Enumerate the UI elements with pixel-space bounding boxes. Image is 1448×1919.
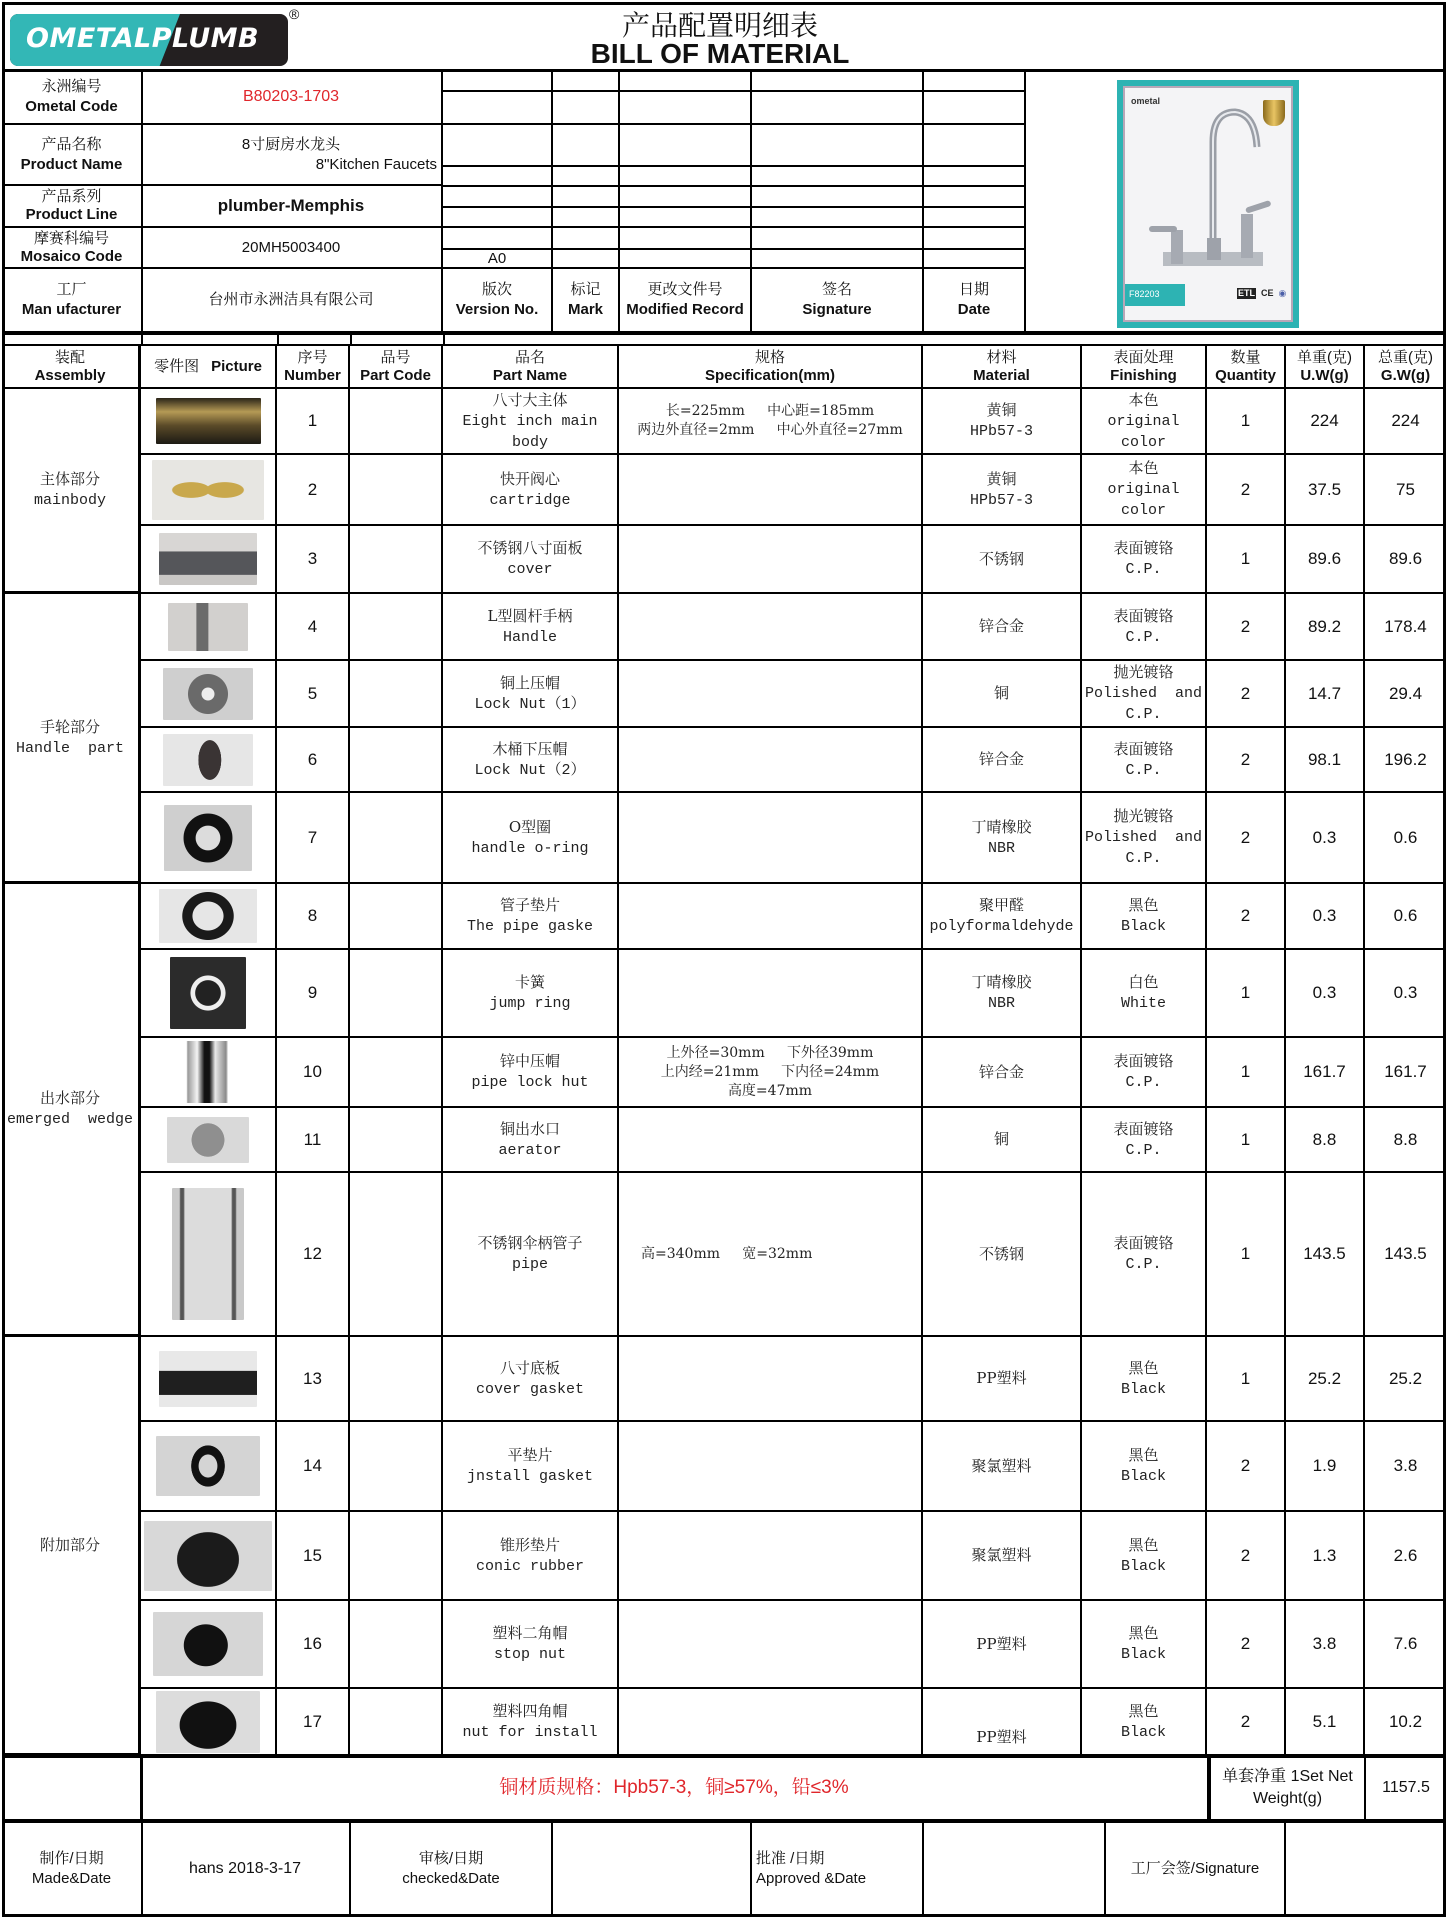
part-unit-weight: 3.8 [1286, 1601, 1365, 1689]
net-weight-value: 1157.5 [1366, 1756, 1446, 1821]
part-code [350, 389, 443, 455]
part-number: 1 [277, 389, 350, 455]
part-name: 铜上压帽 Lock Nut（1） [443, 661, 619, 728]
faucet-illustration [1145, 102, 1275, 292]
part-quantity: 2 [1207, 1422, 1286, 1512]
copper-spec-note: 铜材质规格：Hpb57-3，铜≥57%，铅≤3% [141, 1756, 1209, 1821]
part-unit-weight: 5.1 [1286, 1689, 1365, 1756]
part-finishing: 白色 White [1082, 950, 1207, 1038]
part-code [350, 950, 443, 1038]
part-picture [141, 1512, 277, 1601]
part-gross-weight: 0.3 [1365, 950, 1446, 1038]
o-ring-photo [164, 805, 252, 871]
part-name: 管子垫片 The pipe gaske [443, 884, 619, 950]
part-material: 聚氯塑料 [923, 1512, 1082, 1601]
part-code [350, 455, 443, 526]
part-name-header: 品名 Part Name [443, 346, 619, 389]
part-name: 不锈钢伞柄管子 pipe [443, 1173, 619, 1337]
part-picture [141, 389, 277, 455]
part-code-header: 品号 Part Code [350, 346, 443, 389]
mosaico-code-value: 20MH5003400 [141, 228, 443, 269]
part-finishing: 表面镀铬 C.P. [1082, 1173, 1207, 1337]
factory-signature-value[interactable] [1286, 1823, 1446, 1917]
part-material: PP塑料 [923, 1601, 1082, 1689]
part-name: 卡簧 jump ring [443, 950, 619, 1038]
stop-nut-photo [153, 1612, 263, 1676]
part-name: 铜出水口 aerator [443, 1108, 619, 1173]
flat-gasket-photo [156, 1436, 260, 1496]
part-material: 铜 [923, 1108, 1082, 1173]
part-name: 平垫片 jnstall gasket [443, 1422, 619, 1512]
steel-plate-photo [159, 533, 257, 585]
picture-header: 零件图 Picture [141, 346, 277, 389]
part-name: 快开阀心 cartridge [443, 455, 619, 526]
checked-date-value[interactable] [553, 1823, 752, 1917]
date-header: 日期 Date [924, 269, 1026, 333]
signature-header: 签名 Signature [752, 269, 924, 333]
part-material: 丁晴橡胶 NBR [923, 950, 1082, 1038]
registered-mark: ® [289, 6, 300, 22]
part-quantity: 2 [1207, 1689, 1286, 1756]
part-quantity: 2 [1207, 728, 1286, 793]
product-line-value: plumber-Memphis [141, 186, 443, 228]
etl-mark-icon: ETL [1238, 288, 1255, 298]
part-picture [141, 1422, 277, 1512]
part-unit-weight: 0.3 [1286, 793, 1365, 884]
part-material: 不锈钢 [923, 526, 1082, 594]
part-material: 锌合金 [923, 728, 1082, 793]
part-gross-weight: 0.6 [1365, 884, 1446, 950]
number-header: 序号 Number [277, 346, 350, 389]
part-finishing: 黑色 Black [1082, 1689, 1207, 1756]
part-number: 6 [277, 728, 350, 793]
part-gross-weight: 196.2 [1365, 728, 1446, 793]
part-material: 锌合金 [923, 594, 1082, 661]
part-gross-weight: 89.6 [1365, 526, 1446, 594]
wras-mark-icon: ◉ [1278, 288, 1287, 298]
part-specification [619, 1422, 923, 1512]
lock-hut-photo [172, 1041, 244, 1103]
mosaico-code-label: 摩赛科编号 Mosaico Code [2, 228, 143, 269]
part-material: 黄铜 HPb57-3 [923, 389, 1082, 455]
brass-body-photo [156, 398, 261, 444]
part-finishing: 黑色 Black [1082, 884, 1207, 950]
part-specification: 长=225mm 中心距=185mm 两边外直径=2mm 中心外直径=27mm [619, 389, 923, 455]
part-code [350, 1422, 443, 1512]
product-name-value: 8寸厨房水龙头 8"Kitchen Faucets [141, 125, 443, 186]
unit-weight-header: 单重(克) U.W(g) [1286, 346, 1365, 389]
part-finishing: 表面镀铬 C.P. [1082, 594, 1207, 661]
part-specification [619, 594, 923, 661]
product-brand-text: ometal [1131, 96, 1161, 106]
part-finishing: 黑色 Black [1082, 1337, 1207, 1422]
part-quantity: 1 [1207, 389, 1286, 455]
part-specification: 高=340mm 宽=32mm [619, 1173, 923, 1337]
part-code [350, 793, 443, 884]
part-number: 16 [277, 1601, 350, 1689]
part-material: 聚氯塑料 [923, 1422, 1082, 1512]
part-finishing: 抛光镀铬 Polished and C.P. [1082, 793, 1207, 884]
part-quantity: 2 [1207, 1512, 1286, 1601]
part-picture [141, 455, 277, 526]
part-code [350, 1173, 443, 1337]
part-unit-weight: 161.7 [1286, 1038, 1365, 1108]
part-quantity: 1 [1207, 950, 1286, 1038]
part-quantity: 1 [1207, 1337, 1286, 1422]
part-finishing: 抛光镀铬 Polished and C.P. [1082, 661, 1207, 728]
net-weight-label: 单套净重 1Set Net Weight(g) [1209, 1756, 1366, 1821]
part-specification [619, 1337, 923, 1422]
made-date-value[interactable]: hans 2018-3-17 [141, 1823, 351, 1917]
modified-record-header: 更改文件号 Modified Record [620, 269, 752, 333]
part-picture [141, 1038, 277, 1108]
part-picture [141, 526, 277, 594]
part-unit-weight: 0.3 [1286, 884, 1365, 950]
part-finishing: 表面镀铬 C.P. [1082, 1108, 1207, 1173]
manufacturer-value: 台州市永洲洁具有限公司 [141, 269, 443, 333]
approved-date-value[interactable] [924, 1823, 1106, 1917]
part-unit-weight: 1.3 [1286, 1512, 1365, 1601]
part-number: 11 [277, 1108, 350, 1173]
part-name: L型圆杆手柄 Handle [443, 594, 619, 661]
mark-header: 标记 Mark [553, 269, 620, 333]
part-code [350, 594, 443, 661]
part-number: 10 [277, 1038, 350, 1108]
part-code [350, 1038, 443, 1108]
assembly-group: 附加部分 [2, 1337, 141, 1756]
part-specification [619, 661, 923, 728]
part-material: 锌合金 [923, 1038, 1082, 1108]
handle-photo [168, 603, 248, 651]
part-picture [141, 1689, 277, 1756]
part-picture [141, 594, 277, 661]
part-name: 塑料四角帽 nut for install [443, 1689, 619, 1756]
part-code [350, 728, 443, 793]
checked-date-label: 审核/日期 checked&Date [351, 1823, 553, 1917]
part-material: PP塑料 [923, 1337, 1082, 1422]
part-gross-weight: 29.4 [1365, 661, 1446, 728]
part-gross-weight: 7.6 [1365, 1601, 1446, 1689]
part-finishing: 表面镀铬 C.P. [1082, 1038, 1207, 1108]
part-gross-weight: 2.6 [1365, 1512, 1446, 1601]
part-picture [141, 1337, 277, 1422]
part-number: 15 [277, 1512, 350, 1601]
part-material: 丁晴橡胶 NBR [923, 793, 1082, 884]
ometal-code-value: B80203-1703 [141, 71, 443, 125]
part-specification [619, 1512, 923, 1601]
part-gross-weight: 75 [1365, 455, 1446, 526]
part-material: 黄铜 HPb57-3 [923, 455, 1082, 526]
summary-blank [2, 1756, 143, 1821]
part-picture [141, 661, 277, 728]
part-quantity: 1 [1207, 1038, 1286, 1108]
product-image [1117, 80, 1299, 328]
part-number: 4 [277, 594, 350, 661]
specification-header: 规格 Specification(mm) [619, 346, 923, 389]
part-specification: 上外径=30mm 下外径39mm 上内经=21mm 下内径=24mm 高度=47mm [619, 1038, 923, 1108]
part-unit-weight: 224 [1286, 389, 1365, 455]
part-gross-weight: 0.6 [1365, 793, 1446, 884]
part-finishing: 表面镀铬 C.P. [1082, 728, 1207, 793]
part-gross-weight: 25.2 [1365, 1337, 1446, 1422]
part-unit-weight: 1.9 [1286, 1422, 1365, 1512]
part-finishing: 表面镀铬 C.P. [1082, 526, 1207, 594]
part-finishing: 黑色 Black [1082, 1512, 1207, 1601]
part-finishing: 本色 original color [1082, 455, 1207, 526]
part-quantity: 2 [1207, 455, 1286, 526]
part-code [350, 1337, 443, 1422]
part-material: PP塑料 [923, 1689, 1082, 1756]
part-unit-weight: 25.2 [1286, 1337, 1365, 1422]
factory-signature-label: 工厂会签/Signature [1106, 1823, 1286, 1917]
lock-nut-photo [163, 668, 253, 720]
part-unit-weight: 98.1 [1286, 728, 1365, 793]
part-name: 塑料二角帽 stop nut [443, 1601, 619, 1689]
part-specification [619, 1108, 923, 1173]
part-picture [141, 1173, 277, 1337]
part-quantity: 2 [1207, 884, 1286, 950]
part-number: 8 [277, 884, 350, 950]
gross-weight-header: 总重(克) G.W(g) [1365, 346, 1446, 389]
spout-pipe-photo [172, 1188, 244, 1320]
part-number: 3 [277, 526, 350, 594]
assembly-group: 主体部分 mainbody [2, 389, 141, 594]
part-gross-weight: 161.7 [1365, 1038, 1446, 1108]
part-code [350, 526, 443, 594]
brass-cartridge-photo [152, 460, 264, 520]
quantity-header: 数量 Quantity [1207, 346, 1286, 389]
part-gross-weight: 3.8 [1365, 1422, 1446, 1512]
part-number: 14 [277, 1422, 350, 1512]
part-quantity: 1 [1207, 1108, 1286, 1173]
part-quantity: 2 [1207, 793, 1286, 884]
part-finishing: 黑色 Black [1082, 1422, 1207, 1512]
part-code [350, 661, 443, 728]
part-specification [619, 526, 923, 594]
part-picture [141, 793, 277, 884]
assembly-header: 装配 Assembly [2, 346, 141, 389]
part-name: O型圈 handle o-ring [443, 793, 619, 884]
page-title-en: BILL OF MATERIAL [590, 38, 850, 69]
made-date-label: 制作/日期 Made&Date [2, 1823, 143, 1917]
part-number: 5 [277, 661, 350, 728]
part-unit-weight: 143.5 [1286, 1173, 1365, 1337]
part-picture [141, 1601, 277, 1689]
part-specification [619, 455, 923, 526]
part-unit-weight: 14.7 [1286, 661, 1365, 728]
manufacturer-label: 工厂 Man ufacturer [2, 269, 143, 333]
part-specification [619, 950, 923, 1038]
part-quantity: 2 [1207, 1601, 1286, 1689]
conic-rubber-photo [144, 1521, 272, 1591]
cover-gasket-photo [159, 1351, 257, 1407]
version-no-header: 版次 Version No. [443, 269, 553, 333]
part-number: 7 [277, 793, 350, 884]
finishing-header: 表面处理 Finishing [1082, 346, 1207, 389]
aerator-photo [167, 1117, 249, 1163]
part-finishing: 本色 original color [1082, 389, 1207, 455]
part-name: 不锈钢八寸面板 cover [443, 526, 619, 594]
material-header: 材料 Material [923, 346, 1082, 389]
part-specification [619, 793, 923, 884]
part-code [350, 1512, 443, 1601]
jump-ring-photo [170, 957, 246, 1029]
part-picture [141, 1108, 277, 1173]
part-gross-weight: 224 [1365, 389, 1446, 455]
part-code [350, 1689, 443, 1756]
part-specification [619, 1689, 923, 1756]
ometal-code-label: 永洲编号 Ometal Code [2, 71, 143, 125]
model-badge: F82203 [1125, 284, 1185, 306]
part-number: 9 [277, 950, 350, 1038]
product-name-label: 产品名称 Product Name [2, 125, 143, 186]
part-code [350, 884, 443, 950]
part-quantity: 1 [1207, 1173, 1286, 1337]
part-picture [141, 728, 277, 793]
part-quantity: 2 [1207, 594, 1286, 661]
part-gross-weight: 8.8 [1365, 1108, 1446, 1173]
ce-mark-icon: CE [1261, 288, 1274, 298]
ometalplumb-logo: OMETALPLUMB [10, 14, 288, 66]
revision-grid [443, 71, 1026, 269]
part-number: 12 [277, 1173, 350, 1337]
part-specification [619, 884, 923, 950]
part-unit-weight: 0.3 [1286, 950, 1365, 1038]
product-line-label: 产品系列 Product Line [2, 186, 143, 228]
part-quantity: 2 [1207, 661, 1286, 728]
part-code [350, 1601, 443, 1689]
part-name: 锌中压帽 pipe lock hut [443, 1038, 619, 1108]
part-unit-weight: 37.5 [1286, 455, 1365, 526]
install-nut-photo [156, 1691, 260, 1753]
assembly-group: 出水部分 emerged wedge [2, 884, 141, 1337]
approved-date-label: 批准 /日期 Approved &Date [752, 1823, 924, 1917]
part-picture [141, 884, 277, 950]
part-material: 不锈钢 [923, 1173, 1082, 1337]
part-material: 铜 [923, 661, 1082, 728]
part-finishing: 黑色 Black [1082, 1601, 1207, 1689]
part-specification [619, 728, 923, 793]
part-unit-weight: 89.6 [1286, 526, 1365, 594]
part-gross-weight: 10.2 [1365, 1689, 1446, 1756]
part-number: 17 [277, 1689, 350, 1756]
part-name: 八寸大主体 Eight inch main body [443, 389, 619, 455]
part-quantity: 1 [1207, 526, 1286, 594]
part-code [350, 1108, 443, 1173]
part-name: 锥形垫片 conic rubber [443, 1512, 619, 1601]
part-material: 聚甲醛 polyformaldehyde [923, 884, 1082, 950]
page-title-cn: 产品配置明细表 [621, 9, 818, 42]
version-value: A0 [487, 250, 507, 267]
part-gross-weight: 178.4 [1365, 594, 1446, 661]
part-name: 八寸底板 cover gasket [443, 1337, 619, 1422]
lock-nut-2-photo [163, 734, 253, 786]
assembly-group: 手轮部分 Handle part [2, 594, 141, 884]
spacer-row [2, 335, 1446, 346]
part-specification [619, 1601, 923, 1689]
part-picture [141, 950, 277, 1038]
certification-marks [1237, 288, 1286, 299]
part-unit-weight: 89.2 [1286, 594, 1365, 661]
pipe-gasket-photo [159, 889, 257, 943]
part-number: 13 [277, 1337, 350, 1422]
part-number: 2 [277, 455, 350, 526]
part-unit-weight: 8.8 [1286, 1108, 1365, 1173]
part-gross-weight: 143.5 [1365, 1173, 1446, 1337]
part-name: 木桶下压帽 Lock Nut（2） [443, 728, 619, 793]
